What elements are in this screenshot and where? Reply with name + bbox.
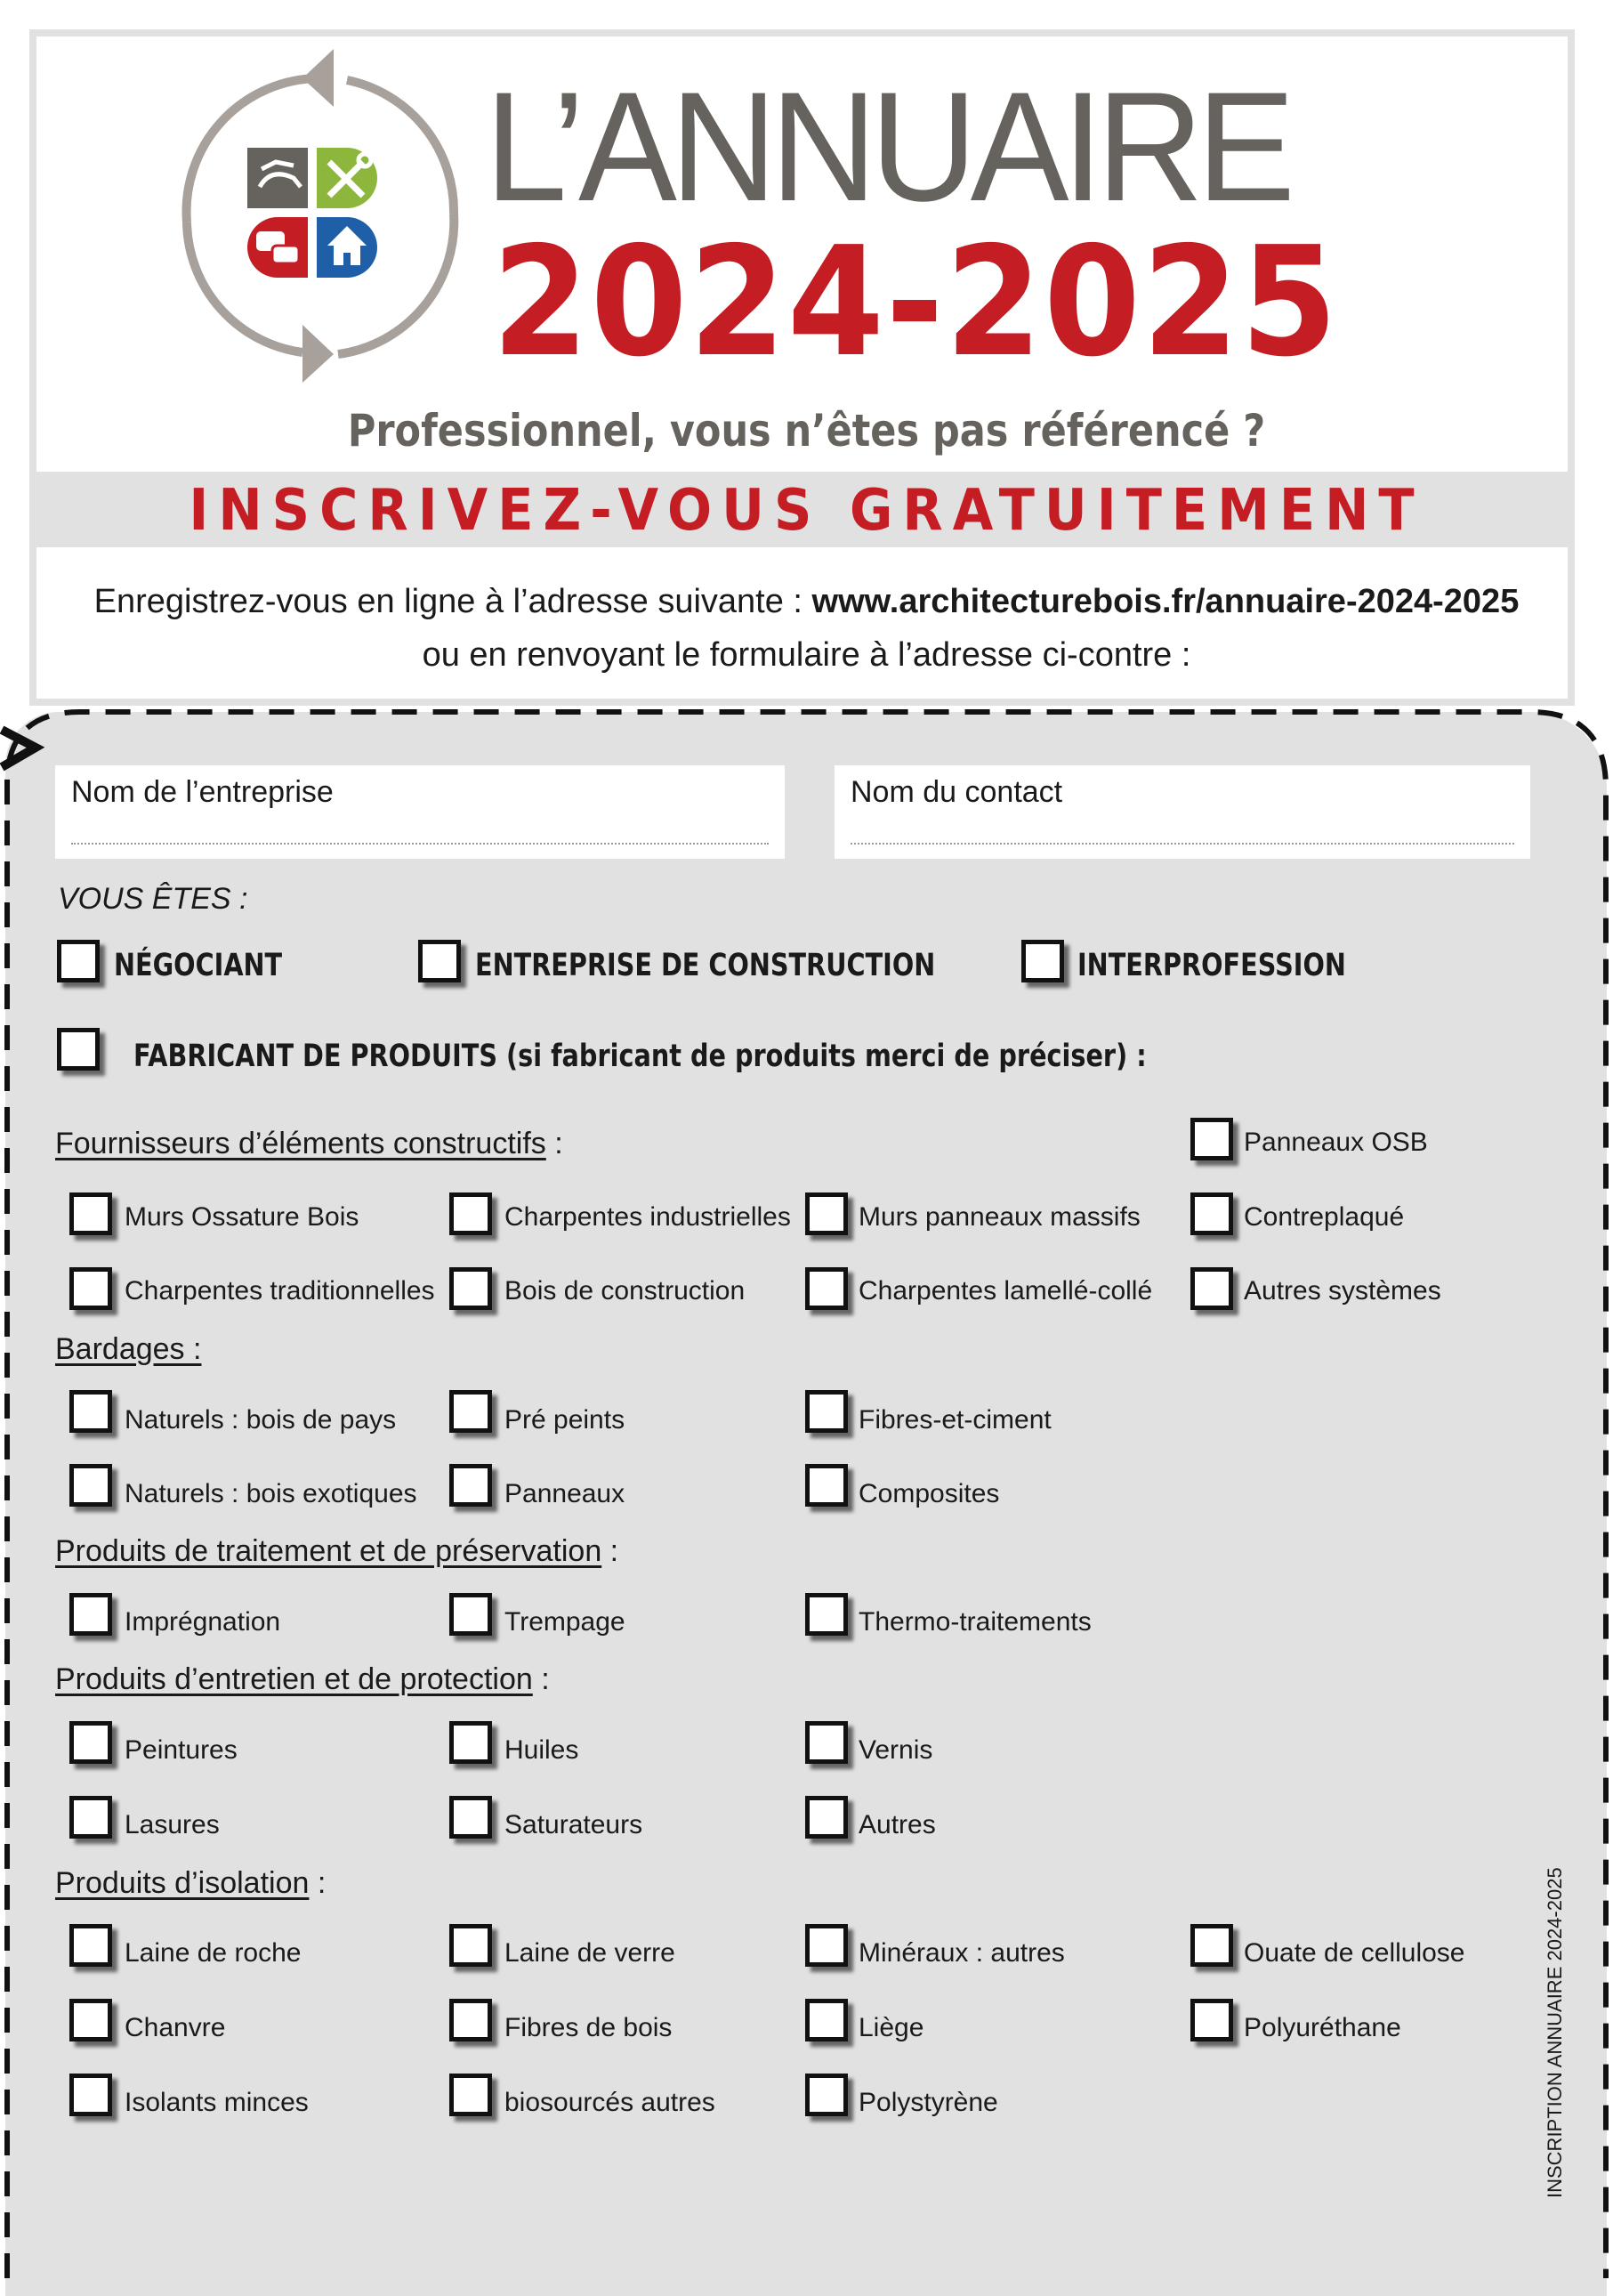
section-entretien-title: Produits d’entretien et de protection : [55,1662,550,1696]
checkbox-panneaux[interactable] [449,1464,492,1507]
entreprise-construction-label: ENTREPRISE DE CONSTRUCTION [475,948,936,983]
checkbox-naturels-bois-exotiques[interactable] [69,1464,112,1507]
annuaire-logo [169,44,472,392]
checkbox-contreplaque[interactable] [1190,1192,1233,1235]
label-fibres-de-bois: Fibres de bois [504,2013,673,2042]
checkbox-huiles[interactable] [449,1721,492,1764]
label-autres-systemes: Autres systèmes [1244,1276,1441,1306]
interprofession-checkbox[interactable] [1021,940,1064,982]
checkbox-autres-systemes[interactable] [1190,1267,1233,1310]
label-peintures: Peintures [125,1735,238,1765]
checkbox-fibres-et-ciment[interactable] [805,1390,848,1433]
checkbox-panneaux-osb[interactable] [1190,1118,1233,1160]
label-naturels-bois-de-pays: Naturels : bois de pays [125,1405,397,1435]
section-elements-title: Fournisseurs d’éléments constructifs : [55,1127,563,1160]
label-huiles: Huiles [504,1735,579,1765]
checkbox-murs-panneaux-massifs[interactable] [805,1192,848,1235]
contact-field-label: Nom du contact [851,775,1063,809]
checkbox-bois-de-construction[interactable] [449,1267,492,1310]
checkbox-laine-de-verre[interactable] [449,1924,492,1967]
checkbox-charpentes-industrielles[interactable] [449,1192,492,1235]
checkbox-polystyrene[interactable] [805,2074,848,2116]
scissors-icon [0,712,62,792]
company-field-label: Nom de l’entreprise [71,775,334,809]
checkbox-mineraux-autres[interactable] [805,1924,848,1967]
checkbox-charpentes-lamelle-colle[interactable] [805,1267,848,1310]
section-traitement-title: Produits de traitement et de préservation : [55,1534,619,1568]
checkbox-impregnation[interactable] [69,1593,112,1636]
checkbox-naturels-bois-de-pays[interactable] [69,1390,112,1433]
label-vernis: Vernis [859,1735,933,1765]
label-murs-ossature-bois: Murs Ossature Bois [125,1202,359,1232]
tools-icon [317,148,377,208]
label-chanvre: Chanvre [125,2013,226,2042]
label-charpentes-lamelle-colle: Charpentes lamellé-collé [859,1276,1153,1306]
fabricant-checkbox[interactable] [57,1028,100,1071]
label-lasures: Lasures [125,1810,220,1839]
label-saturateurs: Saturateurs [504,1810,643,1839]
checkbox-lasures[interactable] [69,1796,112,1839]
house-icon [317,217,377,278]
label-charpentes-industrielles: Charpentes industrielles [504,1202,791,1232]
checkbox-liege[interactable] [805,1999,848,2041]
label-naturels-bois-exotiques: Naturels : bois exotiques [125,1479,417,1508]
label-polyurethane: Polyuréthane [1244,2013,1401,2042]
checkbox-autres[interactable] [805,1796,848,1839]
checkbox-pre-peints[interactable] [449,1390,492,1433]
fabricant-label: FABRICANT DE PRODUITS (si fabricant de produits merci de préciser) : [133,1039,1147,1074]
section-bardages-title: Bardages : [55,1332,202,1366]
section-isolation-title: Produits d’isolation : [55,1866,327,1900]
label-laine-de-verre: Laine de verre [504,1938,675,1968]
signup-band-text: INSCRIVEZ-VOUS GRATUITEMENT [189,478,1424,544]
contact-field[interactable] [835,765,1530,859]
label-autres: Autres [859,1810,936,1839]
label-fibres-et-ciment: Fibres-et-ciment [859,1405,1052,1435]
register-line-2: ou en renvoyant le formulaire à l’adresse ci-contre : [422,636,1191,674]
checkbox-thermo-traitements[interactable] [805,1593,848,1636]
checkbox-charpentes-traditionnelles[interactable] [69,1267,112,1310]
checkbox-laine-de-roche[interactable] [69,1924,112,1967]
checkbox-polyurethane[interactable] [1190,1999,1233,2041]
checkbox-composites[interactable] [805,1464,848,1507]
label-ouate-de-cellulose: Ouate de cellulose [1244,1938,1465,1968]
speech-bubbles-icon [247,217,308,278]
title-annuaire: L’ANNUAIRE [485,61,1289,234]
negociant-label: NÉGOCIANT [114,948,283,983]
label-polystyrene: Polystyrène [859,2088,998,2117]
vous-etes-label: VOUS ÊTES : [58,882,248,916]
side-label: INSCRIPTION ANNUAIRE 2024-2025 [1544,1867,1566,2198]
checkbox-isolants-minces[interactable] [69,2074,112,2116]
register-url[interactable]: www.architecturebois.fr/annuaire-2024-2025 [811,583,1520,620]
label-murs-panneaux-massifs: Murs panneaux massifs [859,1202,1141,1232]
label-trempage: Trempage [504,1607,625,1637]
label-isolants-minces: Isolants minces [125,2088,309,2117]
entreprise-construction-checkbox[interactable] [418,940,461,982]
label-liege: Liège [859,2013,924,2042]
checkbox-chanvre[interactable] [69,1999,112,2041]
label-pre-peints: Pré peints [504,1405,625,1435]
checkbox-peintures[interactable] [69,1721,112,1764]
label-thermo-traitements: Thermo-traitements [859,1607,1092,1637]
checkbox-murs-ossature-bois[interactable] [69,1192,112,1235]
title-years: 2024-2025 [492,214,1340,391]
label-composites: Composites [859,1479,1000,1508]
label-bois-de-construction: Bois de construction [504,1276,746,1306]
contact-field-line [851,843,1514,845]
label-laine-de-roche: Laine de roche [125,1938,302,1968]
register-prefix: Enregistrez-vous en ligne à l’adresse suivante : [93,583,802,620]
label-panneaux-osb: Panneaux OSB [1244,1128,1428,1157]
checkbox-fibres-de-bois[interactable] [449,1999,492,2041]
register-line-1 [0,580,1613,623]
label-impregnation: Imprégnation [125,1607,281,1637]
interprofession-label: INTERPROFESSION [1077,948,1346,983]
checkbox-trempage[interactable] [449,1593,492,1636]
label-contreplaque: Contreplaqué [1244,1202,1405,1232]
label-charpentes-traditionnelles: Charpentes traditionnelles [125,1276,435,1306]
checkbox-vernis[interactable] [805,1721,848,1764]
company-field[interactable] [55,765,785,859]
label-biosources-autres: biosourcés autres [504,2088,715,2117]
negociant-checkbox[interactable] [57,940,100,982]
checkbox-saturateurs[interactable] [449,1796,492,1839]
checkbox-ouate-de-cellulose[interactable] [1190,1924,1233,1967]
label-mineraux-autres: Minéraux : autres [859,1938,1065,1968]
label-panneaux: Panneaux [504,1479,625,1508]
checkbox-biosources-autres[interactable] [449,2074,492,2116]
handshake-icon [247,148,308,208]
company-field-line [71,843,769,845]
subtitle: Professionnel, vous n’êtes pas référencé ? [347,405,1266,457]
